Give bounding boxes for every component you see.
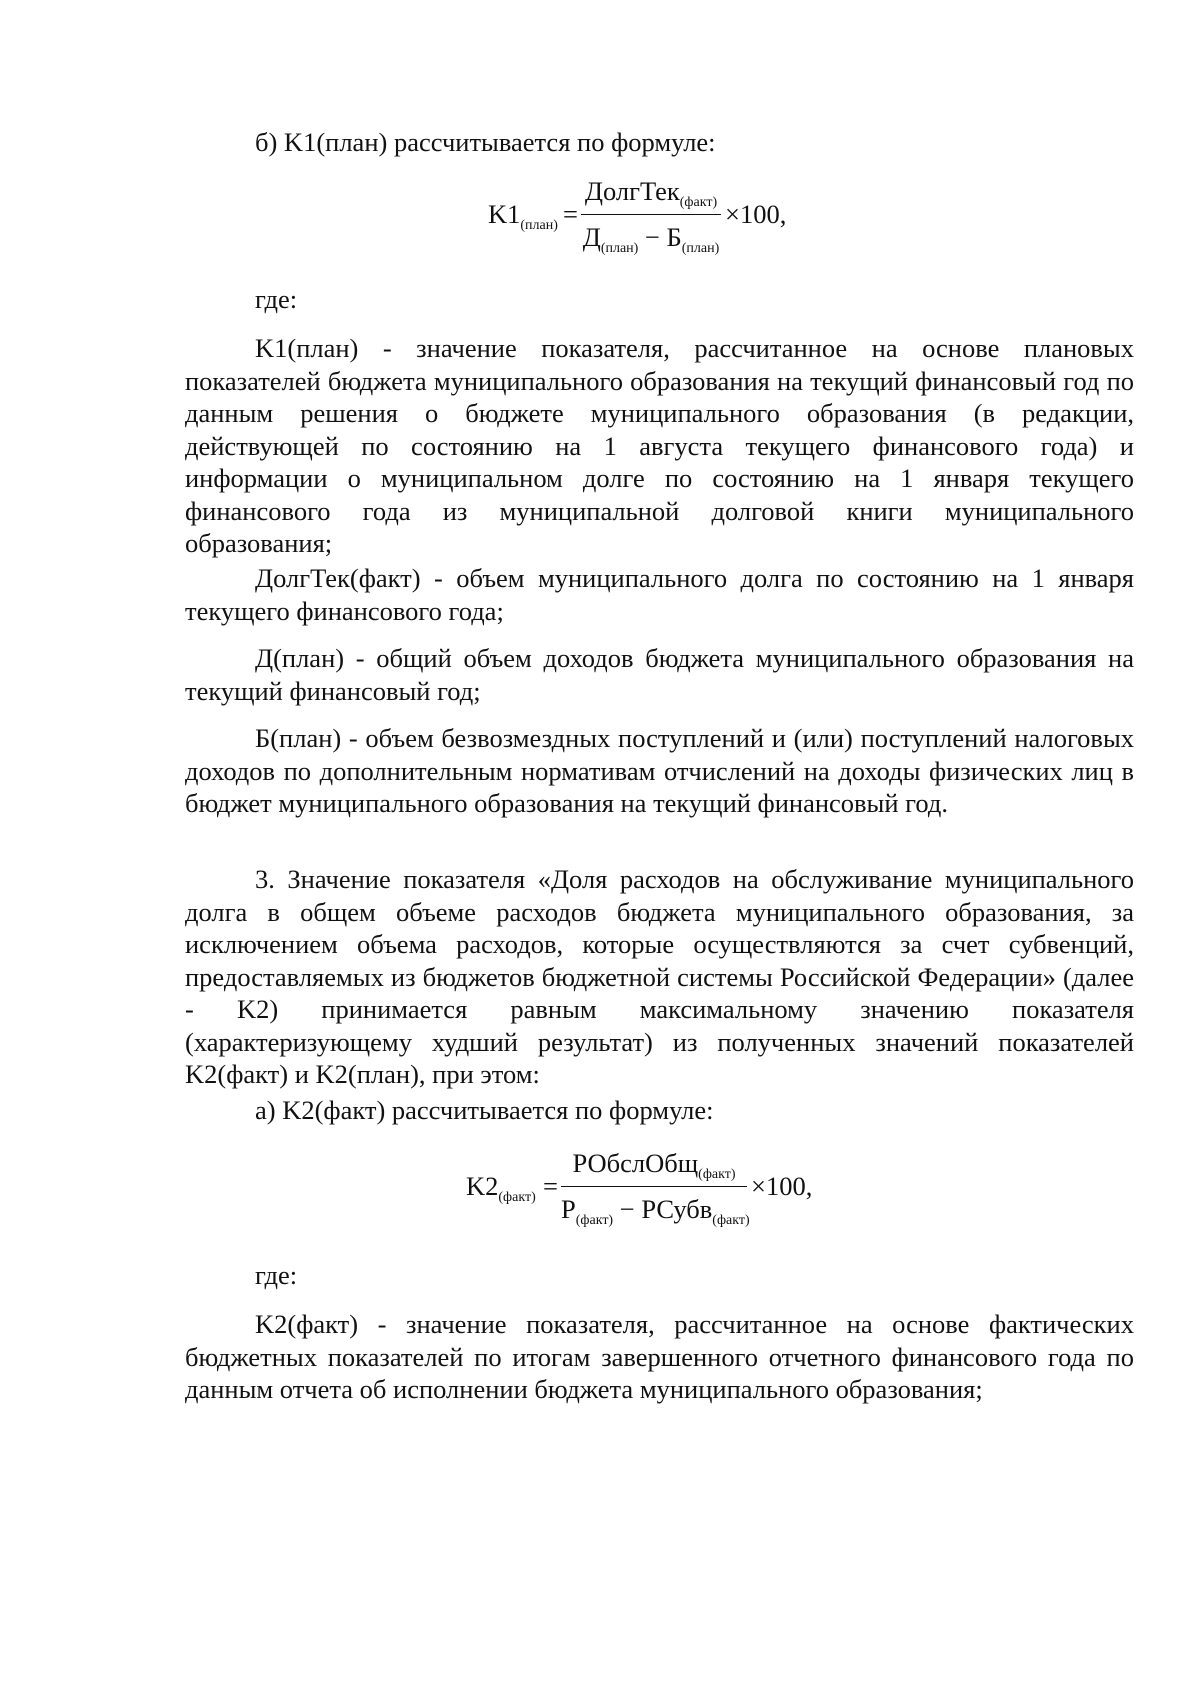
formula-lhs: $K1_{(план)}$ (488, 198, 558, 233)
definition-dolgtek-fakt: ДолгТек(факт) - объем муниципального долга по состоянию на 1 января текущего финансового года; (185, 563, 1134, 626)
formula-denominator: $Р_{(факт)}$ − РСубв$_{(факт)}$ (561, 1193, 750, 1228)
definition-k1-plan: K1(план) - значение показателя, рассчитанное на основе плановых показателей бюджета муниципального образования на текущий финансовый год по данным решения о бюджете муниципального образования (в редакции, действующей по состоянию на 1 августа текущего финансового года) и информации о муниципальном долге по состоянию на 1 января текущего финансового года из муниципальной долговой книги муниципального образования; (185, 333, 1134, 558)
formula-lhs: $K2_{(факт)}$ (466, 1170, 536, 1205)
section-3-paragraph: 3. Значение показателя «Доля расходов на обслуживание муниципального долга в общем объеме расходов бюджета муниципального образования, за исключением объема расходов, которые осуществляются за счет субвенций, предоставляемых из бюджетов бюджетной системы Российской Федерации» (далее - K2) принимается равным максимальному значению показателя (характеризующему худший результат) из полученных значений показателей K2(факт) и K2(план), при этом: (185, 864, 1134, 1089)
formula-equals: = (563, 198, 578, 229)
fraction-bar (581, 214, 721, 215)
definition-b-plan: Б(план) - объем безвозмездных поступлений и (или) поступлений налоговых доходов по дополнительным нормативам отчислений на доходы физических лиц в бюджет муниципального образования на текущий финансовый год. (185, 723, 1134, 818)
definition-k2-fakt: K2(факт) - значение показателя, рассчитанное на основе фактических бюджетных показателей по итогам завершенного отчетного финансового года по данным отчета об исполнении бюджета муниципального образования; (185, 1309, 1134, 1404)
paragraph-a-intro: а) K2(факт) рассчитывается по формуле: (255, 1095, 714, 1125)
fraction-bar (561, 1186, 747, 1187)
formula-fraction (561, 1148, 750, 1228)
formula-k1-plan (488, 176, 788, 256)
formula-denominator: $Д_{(план)} - Б_{(план)}$ (582, 221, 720, 256)
formula-tail: ×100, (725, 198, 787, 229)
formula-k2-fakt (466, 1148, 816, 1228)
formula-fraction (581, 176, 721, 256)
where-label-2: где: (255, 1260, 298, 1290)
definition-d-plan: Д(план) - общий объем доходов бюджета муниципального образования на текущий финансовый год; (185, 643, 1134, 706)
formula-numerator: ДолгТек$_{(факт)}$ (584, 176, 718, 210)
formula-numerator: РОбслОбщ$_{(факт)}$ (572, 1148, 736, 1182)
where-label-1: где: (255, 284, 298, 314)
formula-tail: ×100, (751, 1170, 813, 1201)
formula-equals: = (543, 1170, 558, 1201)
paragraph-b-intro: б) K1(план) рассчитывается по формуле: (255, 127, 716, 157)
